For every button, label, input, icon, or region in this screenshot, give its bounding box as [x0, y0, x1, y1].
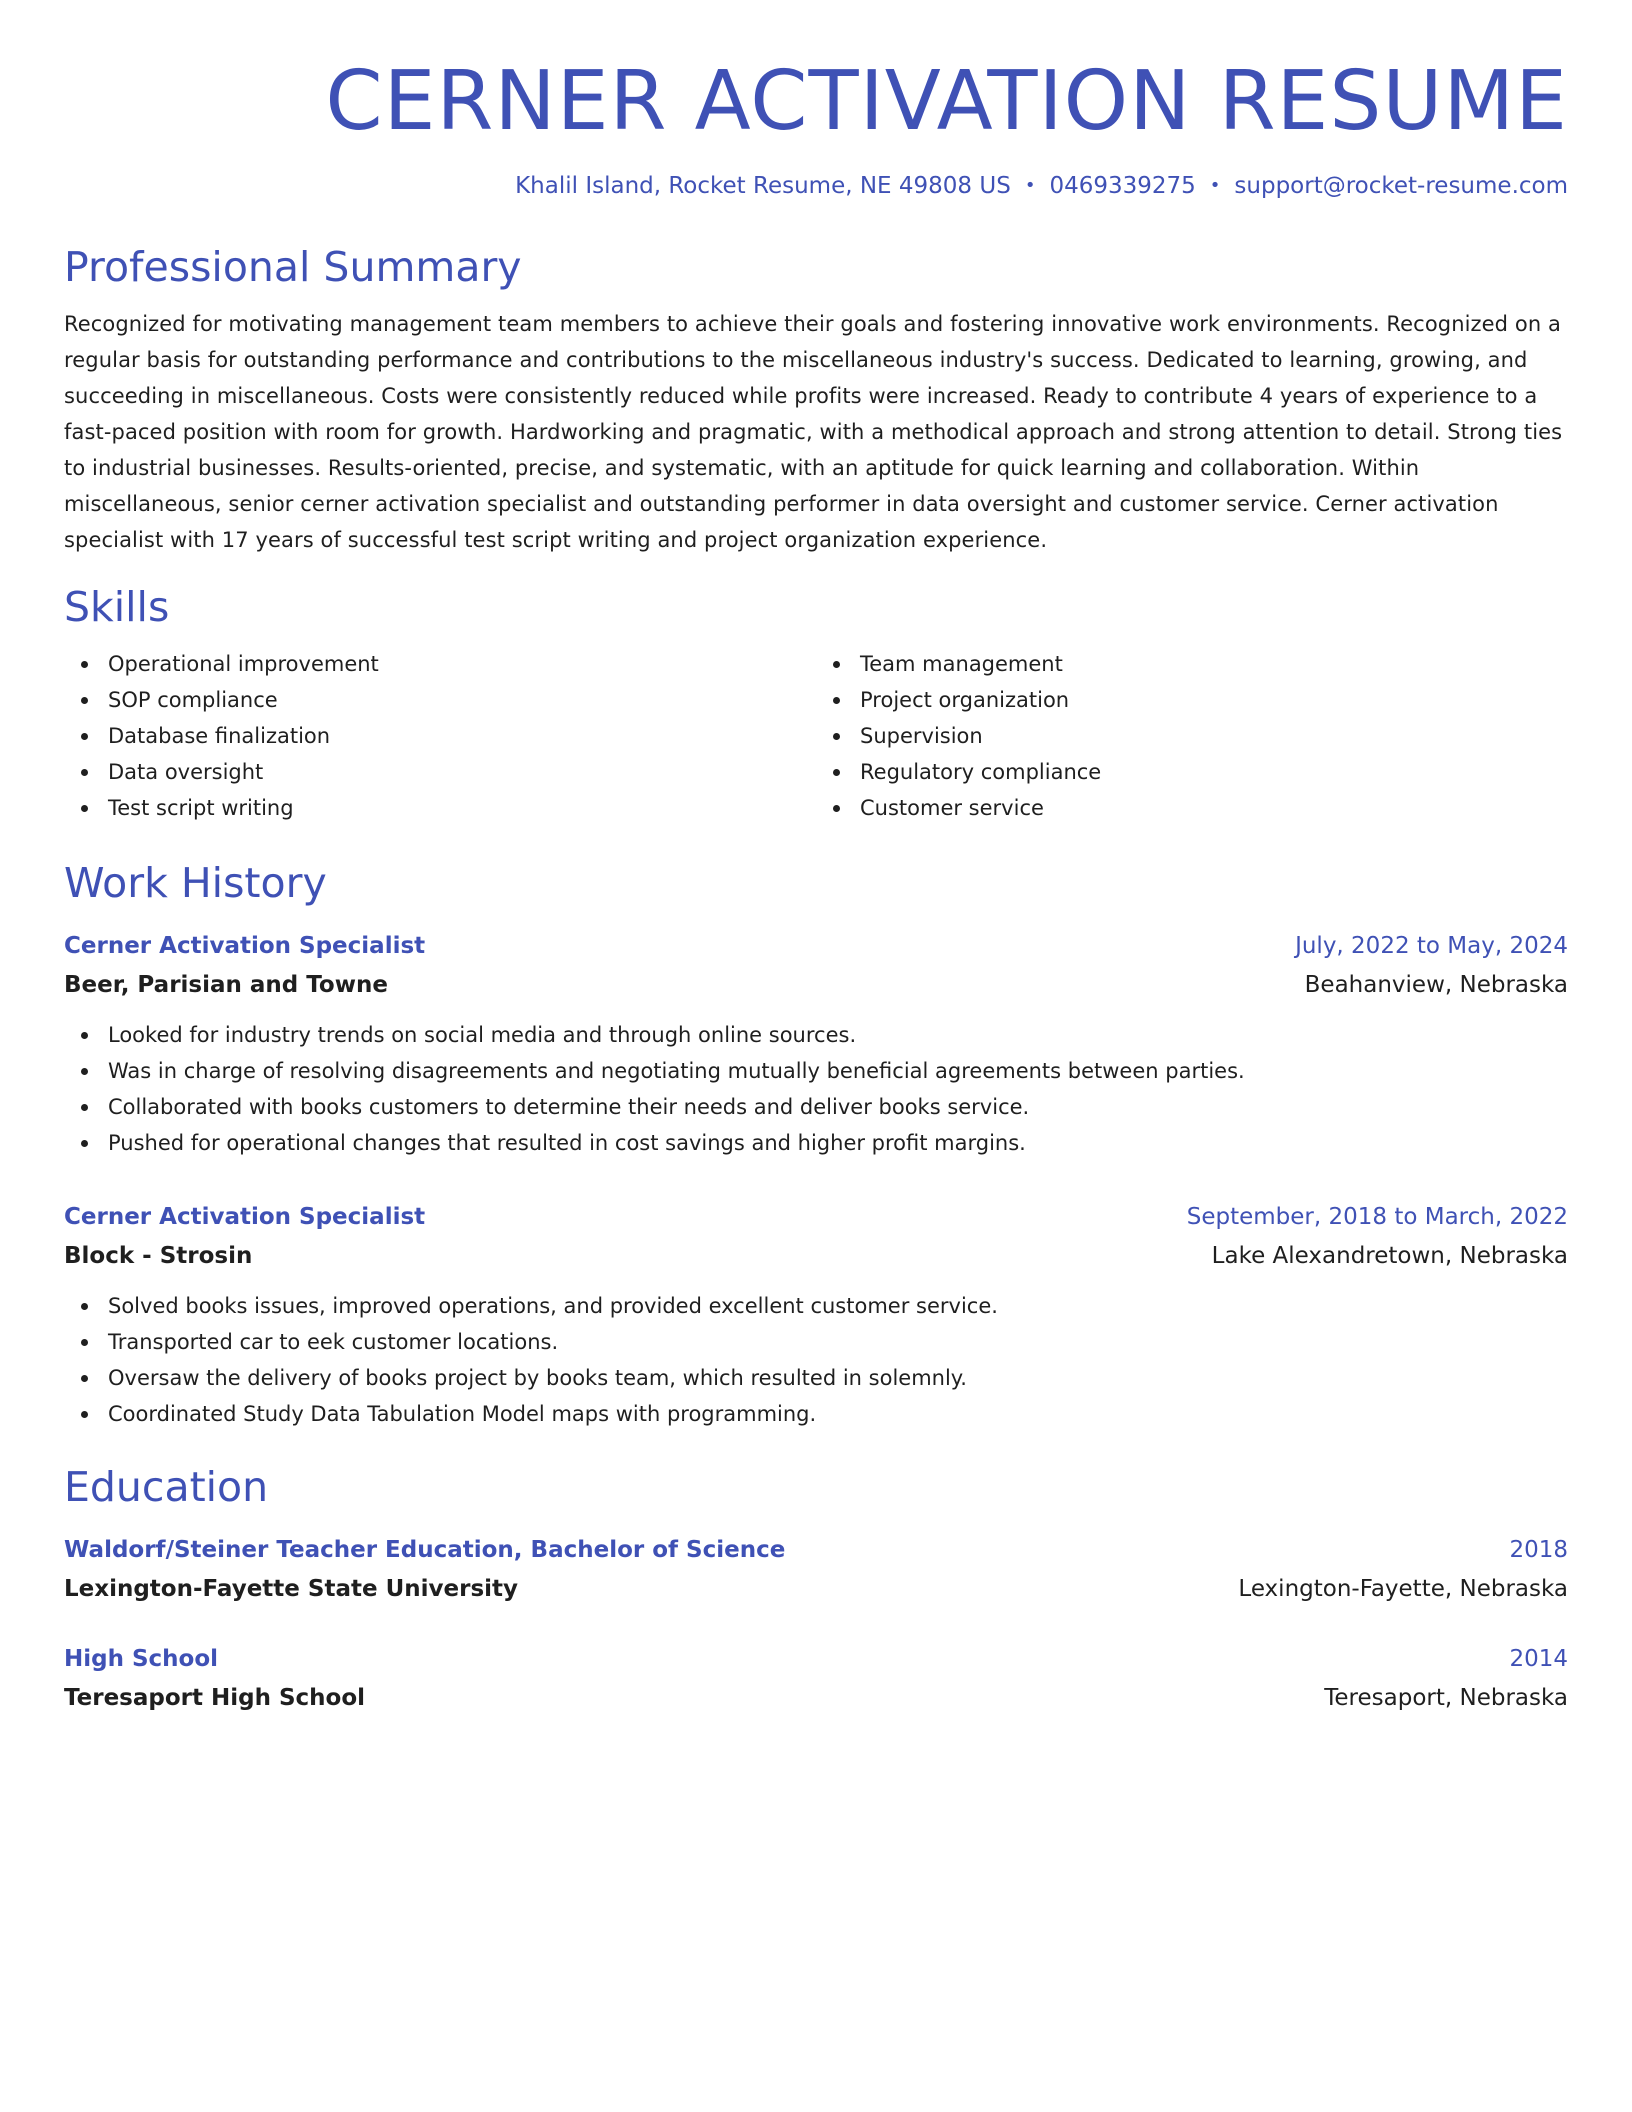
- company-name: Block - Strosin: [64, 1243, 253, 1269]
- resume-title: CERNER ACTIVATION RESUME: [325, 54, 1568, 149]
- work-entry-header: [64, 1199, 1568, 1235]
- duty-item: Oversaw the delivery of books project by books team, which resulted in solemnly.: [108, 1360, 1568, 1396]
- skill-item: Customer service: [860, 790, 1568, 826]
- contact-address: Khalil Island, Rocket Resume, NE 49808 US: [515, 173, 1011, 199]
- skill-item: Database finalization: [108, 718, 816, 754]
- skill-item: Test script writing: [108, 790, 816, 826]
- job-title: Cerner Activation Specialist: [64, 1204, 426, 1230]
- graduation-year: 2014: [1509, 1646, 1568, 1672]
- duty-item: Was in charge of resolving disagreements and negotiating mutually beneficial agreements between parties.: [108, 1053, 1568, 1089]
- work-entry-subheader: [64, 964, 1568, 1003]
- education-entry: [64, 1532, 1568, 1607]
- duty-item: Transported car to eek customer locations.: [108, 1324, 1568, 1360]
- skill-item: Supervision: [860, 718, 1568, 754]
- job-title: Cerner Activation Specialist: [64, 933, 426, 959]
- school-location: Lexington-Fayette, Nebraska: [1238, 1576, 1568, 1602]
- work-history-heading: Work History: [64, 859, 327, 907]
- skills-heading: Skills: [64, 583, 170, 631]
- duty-item: Solved books issues, improved operations, and provided excellent customer service.: [108, 1288, 1568, 1324]
- duty-item: Collaborated with books customers to determine their needs and deliver books service.: [108, 1089, 1568, 1125]
- contact-email[interactable]: support@rocket-resume.com: [1234, 173, 1568, 199]
- skills-column-right: [816, 646, 1568, 826]
- education-entry-header: [64, 1532, 1568, 1568]
- skill-item: Data oversight: [108, 754, 816, 790]
- contact-info: [64, 170, 1568, 202]
- duty-item: Coordinated Study Data Tabulation Model maps with programming.: [108, 1396, 1568, 1432]
- education-entry-subheader: [64, 1568, 1568, 1607]
- work-entry: [64, 928, 1568, 1161]
- duty-item: Pushed for operational changes that resulted in cost savings and higher profit margins.: [108, 1125, 1568, 1161]
- job-location: Beahanview, Nebraska: [1304, 972, 1568, 998]
- contact-phone: 0469339275: [1049, 173, 1196, 199]
- work-entry-subheader: [64, 1235, 1568, 1274]
- degree-name: High School: [64, 1646, 219, 1672]
- skill-item: Operational improvement: [108, 646, 816, 682]
- graduation-year: 2018: [1509, 1537, 1568, 1563]
- education-entry-header: [64, 1641, 1568, 1677]
- duty-item: Looked for industry trends on social media and through online sources.: [108, 1017, 1568, 1053]
- education-entry: [64, 1641, 1568, 1716]
- school-name: Teresaport High School: [64, 1685, 366, 1711]
- contact-separator: •: [1209, 175, 1221, 196]
- summary-heading: Professional Summary: [64, 243, 522, 291]
- degree-name: Waldorf/Steiner Teacher Education, Bachelor of Science: [64, 1537, 786, 1563]
- job-location: Lake Alexandretown, Nebraska: [1211, 1243, 1568, 1269]
- job-dates: July, 2022 to May, 2024: [1295, 933, 1568, 959]
- job-duties: [64, 1288, 1568, 1432]
- summary-text: Recognized for motivating management team members to achieve their goals and fostering innovative work environments. Recognized on a regular basis for outstanding performance and contributions to the miscellaneous industry's success. Dedicated to learning, growing, and succeeding in miscellaneous. Costs were consistently reduced while profits were increased. Ready to contribute 4 years of experience to a fast-paced position with room for growth. Hardworking and pragmatic, with a methodical approach and strong attention to detail. Strong ties to industrial businesses. Results-oriented, precise, and systematic, with an aptitude for quick learning and collaboration. Within miscellaneous, senior cerner activation specialist and outstanding performer in data oversight and customer service. Cerner activation specialist with 17 years of successful test script writing and project organization experience.: [64, 312, 1563, 552]
- school-name: Lexington-Fayette State University: [64, 1576, 519, 1602]
- skill-item: SOP compliance: [108, 682, 816, 718]
- education-heading: Education: [64, 1463, 269, 1511]
- job-duties: [64, 1017, 1568, 1161]
- skill-item: Regulatory compliance: [860, 754, 1568, 790]
- job-dates: September, 2018 to March, 2022: [1186, 1204, 1568, 1230]
- contact-separator: •: [1024, 175, 1036, 196]
- skills-column-left: [64, 646, 816, 826]
- work-entry: [64, 1199, 1568, 1432]
- education-entry-subheader: [64, 1677, 1568, 1716]
- skill-item: Team management: [860, 646, 1568, 682]
- skill-item: Project organization: [860, 682, 1568, 718]
- school-location: Teresaport, Nebraska: [1324, 1685, 1568, 1711]
- skills-list: [64, 646, 1568, 826]
- company-name: Beer, Parisian and Towne: [64, 972, 388, 998]
- work-entry-header: [64, 928, 1568, 964]
